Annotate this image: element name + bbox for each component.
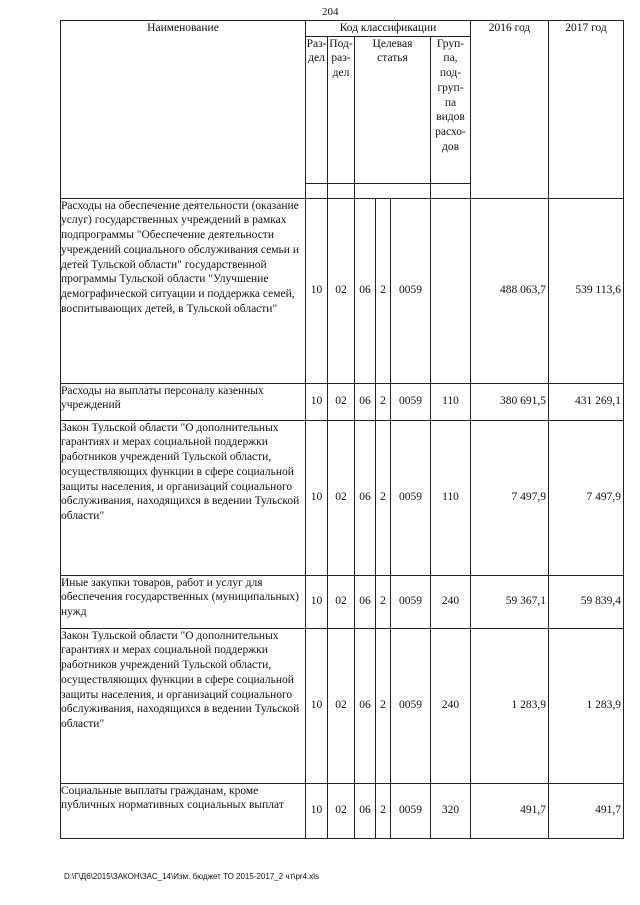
row-name: Закон Тульской области "О дополнительных гарантиях и мерах социальной поддержки работников учреждений Тульской области, осуществляющих функции в сфере социальной защиты населения, и организаций социального обслуживания, находящихся в ведении Тульской области" bbox=[61, 420, 306, 575]
header-code: Код классификации bbox=[306, 21, 471, 37]
row-amount-2017: 491,7 bbox=[549, 783, 624, 838]
row-target-direction: 0059 bbox=[390, 629, 430, 783]
row-subsection: 02 bbox=[328, 575, 355, 628]
row-amount-2016: 1 283,9 bbox=[471, 628, 549, 783]
table-row bbox=[61, 420, 624, 575]
row-amount-2017: 59 839,4 bbox=[549, 575, 624, 628]
table-body bbox=[61, 21, 624, 839]
row-amount-2016: 491,7 bbox=[471, 783, 549, 838]
row-target-direction: 0059 bbox=[390, 199, 430, 383]
header-name: Наименование bbox=[61, 21, 306, 199]
row-section: 10 bbox=[306, 420, 328, 575]
row-subsection: 02 bbox=[328, 628, 355, 783]
row-group: 240 bbox=[431, 575, 471, 628]
table-row bbox=[61, 575, 624, 628]
row-target-subprogram: 2 bbox=[375, 576, 390, 628]
row-name: Иные закупки товаров, работ и услуг для обеспечения государственных (муниципальных) нужд bbox=[61, 575, 306, 628]
row-target-subprogram: 2 bbox=[375, 199, 390, 383]
row-amount-2017: 539 113,6 bbox=[549, 198, 624, 383]
table-row bbox=[61, 783, 624, 838]
row-target-subprogram: 2 bbox=[375, 384, 390, 420]
row-target-direction: 0059 bbox=[390, 784, 430, 838]
row-target-program: 06 bbox=[359, 284, 371, 297]
file-path-footer: D:\Г\Д6\2015\ЗАКОН\ЗАС_14\Изм. бюджет ТО 2015-2017_2 чт\pr4.xls bbox=[64, 872, 320, 881]
row-group: 240 bbox=[431, 628, 471, 783]
row-subsection: 02 bbox=[328, 783, 355, 838]
header-year-2017: 2017 год bbox=[549, 21, 624, 199]
row-group: 320 bbox=[431, 783, 471, 838]
row-target-subprogram: 2 bbox=[375, 421, 390, 575]
row-section: 10 bbox=[306, 575, 328, 628]
row-subsection: 02 bbox=[328, 420, 355, 575]
row-amount-2017: 431 269,1 bbox=[549, 383, 624, 420]
row-group bbox=[431, 198, 471, 383]
row-target-program: 06 bbox=[359, 491, 371, 504]
row-target-direction: 0059 bbox=[390, 576, 430, 628]
row-target bbox=[355, 783, 431, 838]
row-target bbox=[355, 628, 431, 783]
row-group: 110 bbox=[431, 420, 471, 575]
row-amount-2016: 380 691,5 bbox=[471, 383, 549, 420]
row-target bbox=[355, 383, 431, 420]
row-section: 10 bbox=[306, 198, 328, 383]
row-amount-2017: 7 497,9 bbox=[549, 420, 624, 575]
row-target-program: 06 bbox=[359, 804, 371, 817]
row-name: Расходы на выплаты персоналу казенных учреждений bbox=[61, 383, 306, 420]
row-section: 10 bbox=[306, 783, 328, 838]
row-name: Расходы на обеспечение деятельности (оказание услуг) государственных учреждений в рамках подпрограммы "Обеспечение деятельности учреждений социального обслуживания семьи и детей Тульской области" государственной программы Тульской области "Улучшение демографической ситуации и поддержка семей, воспитывающих детей, в Тульской области" bbox=[61, 198, 306, 383]
row-target-subprogram: 2 bbox=[375, 784, 390, 838]
row-target bbox=[355, 575, 431, 628]
header-year-2016: 2016 год bbox=[471, 21, 549, 199]
row-amount-2016: 488 063,7 bbox=[471, 198, 549, 383]
header-target: Целевая статья bbox=[355, 36, 431, 183]
row-section: 10 bbox=[306, 628, 328, 783]
row-target-direction: 0059 bbox=[390, 421, 430, 575]
row-name: Закон Тульской области "О дополнительных гарантиях и мерах социальной поддержки работников учреждений Тульской области, осуществляющих функции в сфере социальной защиты населения, и организаций социального обслуживания, находящихся в ведении Тульской области" bbox=[61, 628, 306, 783]
table-row bbox=[61, 628, 624, 783]
row-amount-2017: 1 283,9 bbox=[549, 628, 624, 783]
header-row-top bbox=[61, 21, 624, 37]
row-target-program: 06 bbox=[359, 699, 371, 712]
table-row bbox=[61, 198, 624, 383]
row-amount-2016: 59 367,1 bbox=[471, 575, 549, 628]
row-target-program: 06 bbox=[359, 395, 371, 408]
header-subsection: Под- раз- дел bbox=[328, 36, 355, 183]
row-section: 10 bbox=[306, 383, 328, 420]
budget-table bbox=[60, 20, 624, 839]
row-target-subprogram: 2 bbox=[375, 629, 390, 783]
row-target bbox=[355, 198, 431, 383]
row-amount-2016: 7 497,9 bbox=[471, 420, 549, 575]
page-number: 204 bbox=[322, 6, 339, 18]
row-subsection: 02 bbox=[328, 383, 355, 420]
header-group: Груп- па, под- груп- па видов расхо- дов bbox=[431, 36, 471, 183]
table-row bbox=[61, 383, 624, 420]
row-subsection: 02 bbox=[328, 198, 355, 383]
row-target-program: 06 bbox=[359, 595, 371, 608]
row-target bbox=[355, 420, 431, 575]
row-target-direction: 0059 bbox=[390, 384, 430, 420]
header-section: Раз- дел bbox=[306, 36, 328, 183]
row-name: Социальные выплаты гражданам, кроме публичных нормативных социальных выплат bbox=[61, 783, 306, 838]
row-group: 110 bbox=[431, 383, 471, 420]
